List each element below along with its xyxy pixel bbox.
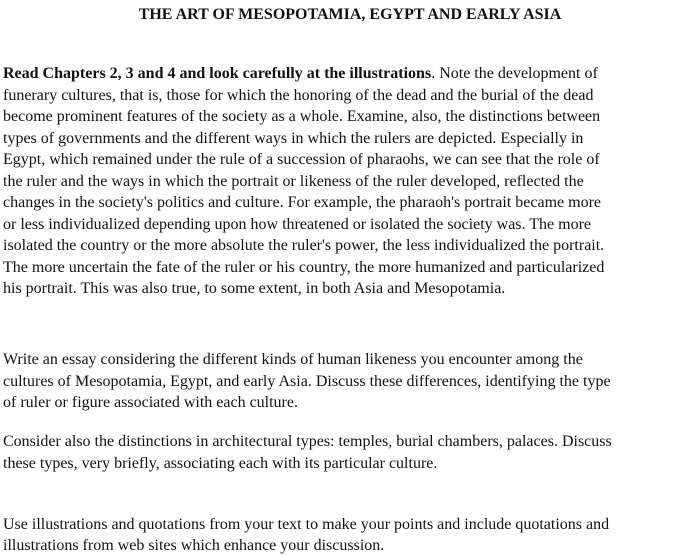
text-line: of ruler or figure associated with each culture.	[3, 394, 298, 411]
text-line: illustrations from web sites which enhance your discussion.	[3, 537, 385, 554]
text-line: types of governments and the different ways in which the rulers are depicted. Especially in	[3, 129, 584, 147]
document-title: THE ART OF MESOPOTAMIA, EGYPT AND EARLY ASIA	[138, 6, 562, 23]
text-line: or less individualized depending upon how threatened or isolated the society was. The more	[3, 215, 591, 233]
text-line: his portrait. This was also true, to some extent, in both Asia and Mesopotamia.	[3, 280, 506, 297]
paragraph-architecture-prompt	[3, 431, 697, 474]
text-line: Use illustrations and quotations from your text to make your points and include quotations and	[3, 516, 610, 533]
paragraph-essay-prompt	[3, 349, 697, 414]
text-line: The more uncertain the fate of the ruler or his country, the more humanized and particularized	[3, 258, 605, 276]
text-line: changes in the society's politics and culture. For example, the pharaoh's portrait became more	[3, 194, 602, 211]
text-line: isolated the country or the more absolute the ruler's power, the less individualized the portrait.	[3, 237, 605, 254]
text-line: become prominent features of the society as a whole. Examine, also, the distinctions between	[3, 108, 601, 125]
text-line: these types, very briefly, associating each with its particular culture.	[3, 454, 438, 472]
reading-assignment-lead: Read Chapters 2, 3 and 4 and look carefully at the illustrations	[3, 65, 432, 82]
text-line	[3, 63, 697, 85]
text-line: the ruler and the ways in which the portrait or likeness of the ruler developed, reflected the	[3, 172, 584, 190]
text-line: cultures of Mesopotamia, Egypt, and early Asia. Discuss these differences, identifying the type	[3, 372, 611, 390]
paragraph-sources-instructions	[3, 514, 697, 556]
text-line: Egypt, which remained under the rule of a succession of pharaohs, we can see that the role of	[3, 151, 600, 168]
text-line: Write an essay considering the different kinds of human likeness you encounter among the	[3, 351, 583, 368]
paragraph-reading-instructions	[3, 63, 697, 300]
text-line: funerary cultures, that is, those for which the honoring of the dead and the burial of the dead	[3, 86, 594, 104]
text-line: Consider also the distinctions in architectural types: temples, burial chambers, palaces. Discuss	[3, 433, 612, 450]
text-line-rest: . Note the development of	[431, 65, 598, 82]
